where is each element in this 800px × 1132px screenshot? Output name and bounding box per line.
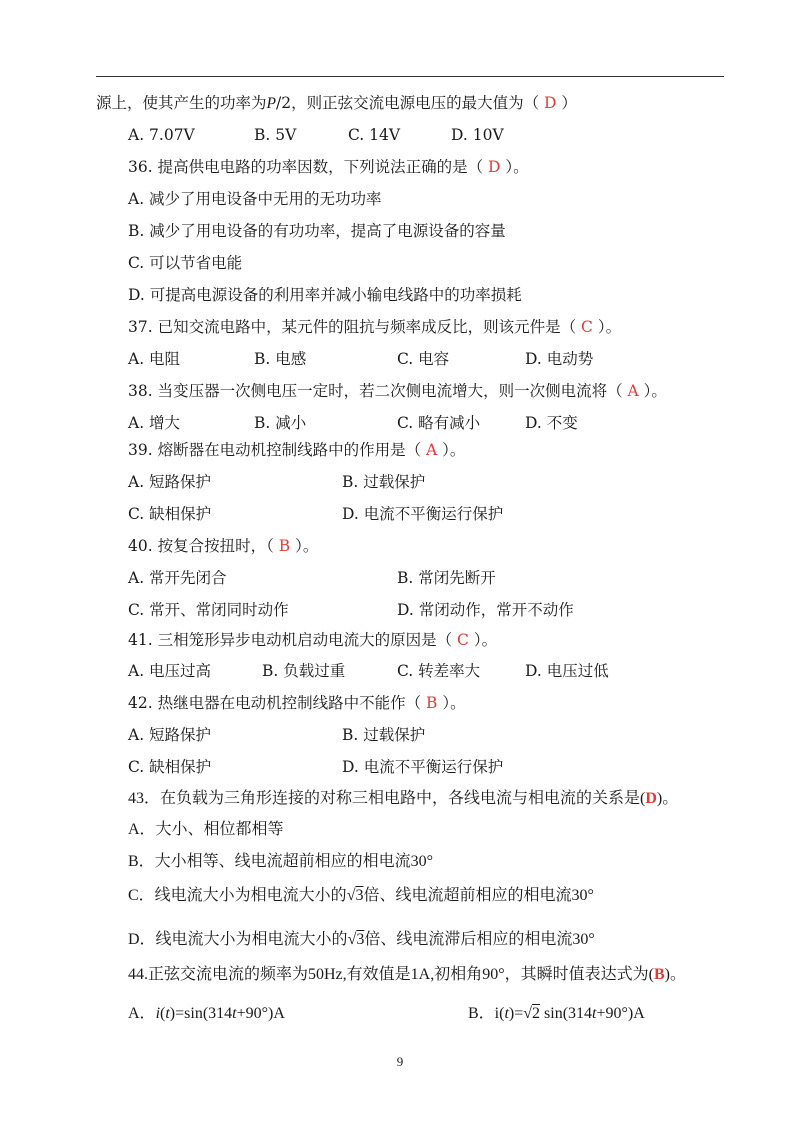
option-c: C. 缺相保护 xyxy=(128,758,212,776)
option-b: B. 减少了用电设备的有功功率，提高了电源设备的容量 xyxy=(128,222,506,240)
option-a: A. 电阻 xyxy=(128,350,181,368)
option-b: B. 过载保护 xyxy=(342,473,426,491)
question-43: 43．在负载为三角形连接的对称三相电路中，各线电流与相电流的关系是(D)。 xyxy=(128,790,679,807)
option-b: B. 电感 xyxy=(254,350,307,368)
option-a: A. 减少了用电设备中无用的无功功率 xyxy=(128,190,382,208)
option-c: C. 常开、常闭同时动作 xyxy=(128,601,289,619)
answer-mark: D xyxy=(645,790,657,807)
option-c: C. 电容 xyxy=(397,350,450,368)
sqrt-symbol: √ xyxy=(523,1005,533,1022)
option-c: C. 可以节省电能 xyxy=(128,254,243,272)
option-d: D. 常闭动作，常开不动作 xyxy=(397,601,574,619)
option-d: D. 10V xyxy=(451,126,504,144)
option-d: D．线电流大小为相电流大小的√3倍、线电流滞后相应的相电流30° xyxy=(128,931,595,948)
answer-mark: A xyxy=(426,441,438,459)
option-d: D. 电压过低 xyxy=(525,662,609,680)
question-39: 39. 熔断器在电动机控制线路中的作用是（ A ）。 xyxy=(128,441,466,459)
question-41: 41. 三相笼形异步电动机启动电流大的原因是（ C ）。 xyxy=(128,631,498,649)
question-38: 38. 当变压器一次侧电压一定时，若二次侧电流增大，则一次侧电流将（ A ）。 xyxy=(128,382,667,400)
answer-mark: B xyxy=(426,694,438,712)
option-a: A. 7.07V xyxy=(128,126,195,144)
option-c: C. 略有减小 xyxy=(397,414,481,432)
question-40: 40. 按复合按扭时，（ B ）。 xyxy=(128,537,319,555)
option-b: B. 常闭先断开 xyxy=(397,569,496,587)
answer-mark: D xyxy=(544,94,557,112)
option-b: B. 过载保护 xyxy=(342,726,426,744)
option-b: B. 负载过重 xyxy=(262,662,346,680)
option-b: B．大小相等、线电流超前相应的相电流30° xyxy=(128,853,434,870)
question-36: 36. 提高供电电路的功率因数，下列说法正确的是（ D ）。 xyxy=(128,158,529,176)
option-a: A. 电压过高 xyxy=(128,662,212,680)
sqrt-radicand: 2 xyxy=(532,1005,541,1022)
option-c: C. 缺相保护 xyxy=(128,505,212,523)
option-d: D. 可提高电源设备的利用率并减小输电线路中的功率损耗 xyxy=(128,286,522,304)
option-c: C．线电流大小为相电流大小的√3倍、线电流超前相应的相电流30° xyxy=(128,887,594,904)
option-a: A. 增大 xyxy=(128,414,181,432)
option-c: C. 转差率大 xyxy=(397,662,481,680)
sqrt-radicand: 3 xyxy=(355,887,364,904)
question-44: 44.正弦交流电流的频率为50Hz,有效值是1A,初相角90°，其瞬时值表达式为(B)。 xyxy=(128,966,686,983)
option-b: B．i(t)=√2 sin(314t+90°)A xyxy=(468,1005,645,1022)
option-b: B. 5V xyxy=(254,126,297,144)
sqrt-symbol: √ xyxy=(346,887,356,904)
question-37: 37. 已知交流电路中，某元件的阻抗与频率成反比，则该元件是（ C ）。 xyxy=(128,318,622,336)
page-number: 9 xyxy=(396,1054,404,1069)
sqrt-radicand: 3 xyxy=(356,931,365,948)
answer-mark: B xyxy=(278,537,291,555)
option-a: A. 短路保护 xyxy=(128,726,212,744)
answer-mark: B xyxy=(653,966,665,983)
option-d: D. 电流不平衡运行保护 xyxy=(342,505,504,523)
sqrt-symbol: √ xyxy=(347,931,357,948)
option-b: B. 减小 xyxy=(254,414,307,432)
question-42: 42. 热继电器在电动机控制线路中不能作（ B ）。 xyxy=(128,694,466,712)
option-d: D. 不变 xyxy=(525,414,578,432)
option-d: D. 电动势 xyxy=(525,350,594,368)
answer-mark: C xyxy=(457,631,469,649)
option-a: A．i(t)=sin(314t+90°)A xyxy=(128,1005,285,1022)
q35-continuation: 源上，使其产生的功率为P/2，则正弦交流电源电压的最大值为（ D ） xyxy=(96,94,577,112)
header-rule xyxy=(96,76,724,77)
option-a: A．大小、相位都相等 xyxy=(128,821,284,838)
answer-mark: C xyxy=(581,318,593,336)
option-a: A. 常开先闭合 xyxy=(128,569,227,587)
option-a: A. 短路保护 xyxy=(128,473,212,491)
answer-mark: A xyxy=(627,382,639,400)
option-c: C. 14V xyxy=(348,126,401,144)
answer-mark: D xyxy=(488,158,501,176)
option-d: D. 电流不平衡运行保护 xyxy=(342,758,504,776)
